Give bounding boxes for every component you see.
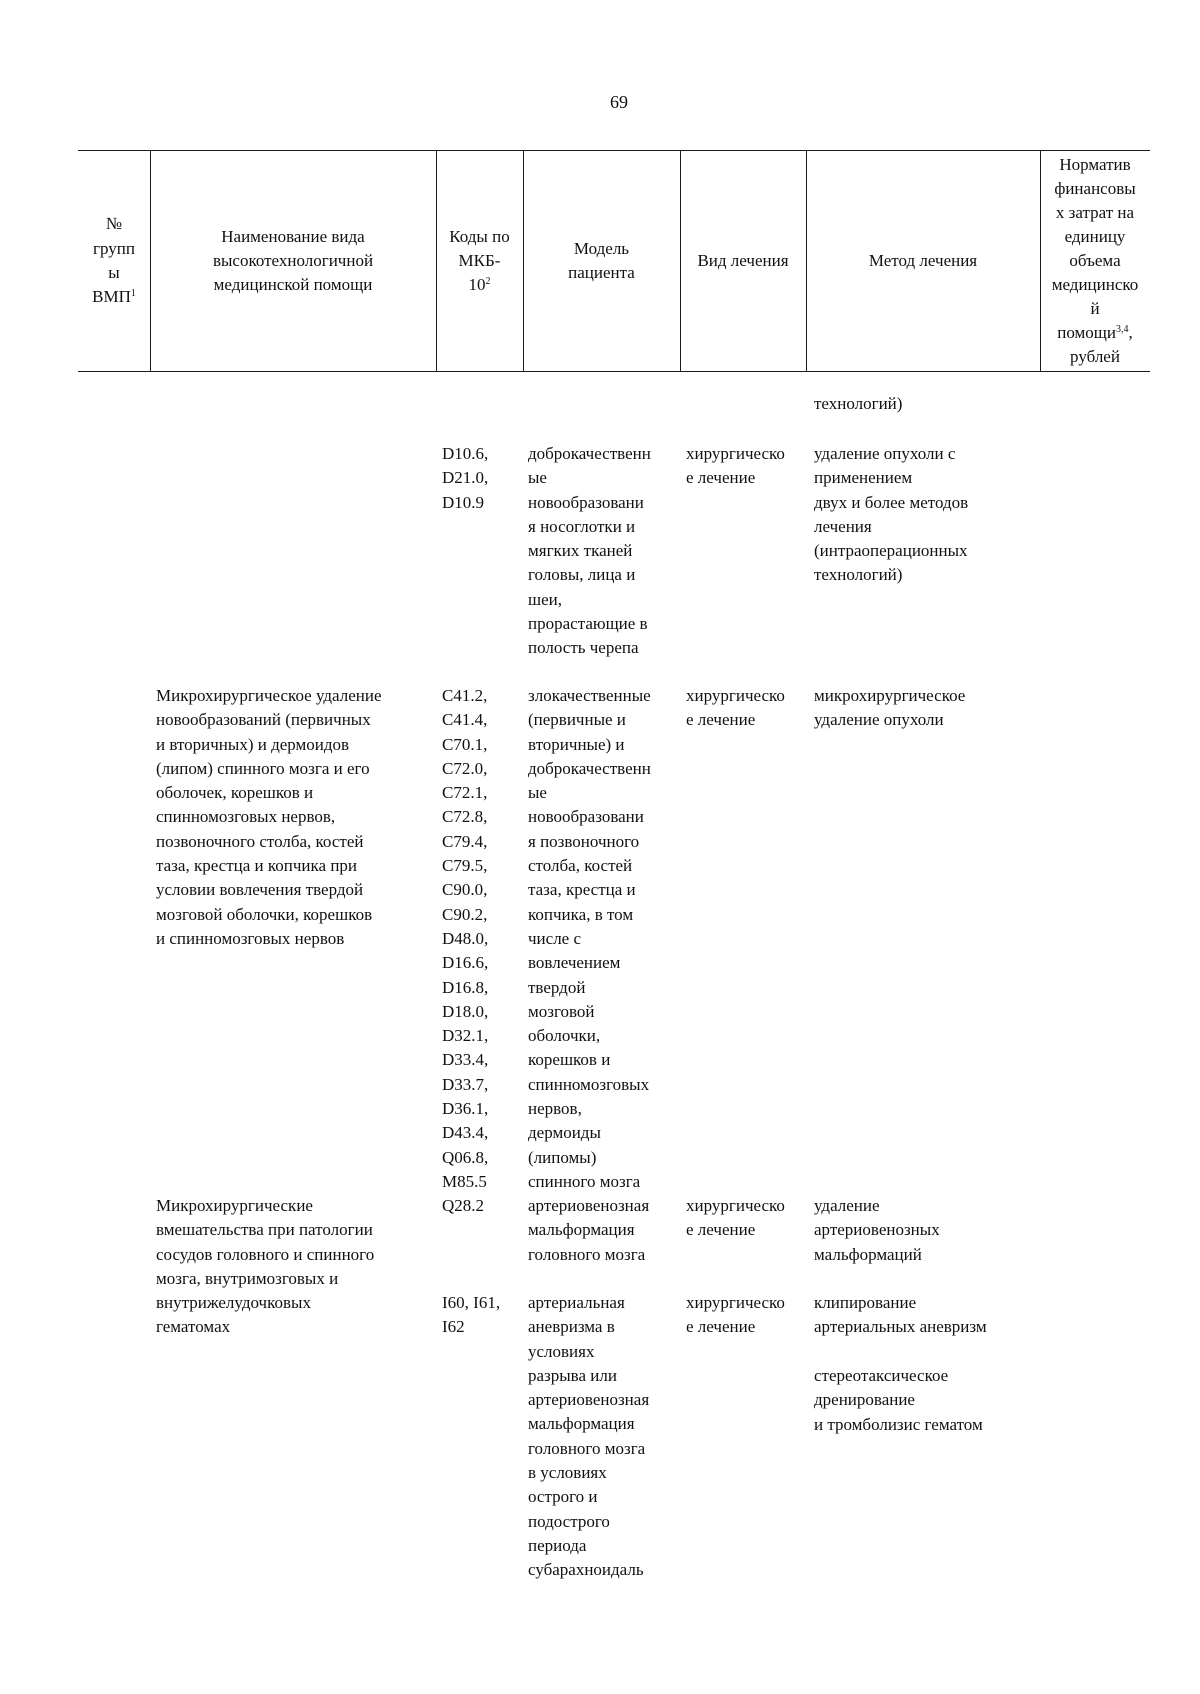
row0-method: технологий) [814, 394, 903, 413]
row1-method: удаление опухоли с применением двух и более методов лечения (интраоперационных технологий) [814, 444, 969, 585]
row2-method: микрохирургическое удаление опухоли [814, 686, 966, 730]
row2-name: Микрохирургическое удаление новообразований (первичных и вторичных) и дермоидов (липом) спинного мозга и его оболочек, корешков и спинномозговых нервов, позвоночного столба, костей таза, крестца и копчика при условии вовлечения твердой мозговой оболочки, корешков и спинномозговых нервов [156, 686, 382, 948]
header-treatment-method: Метод лечения [868, 250, 978, 270]
header-treatment-type: Вид лечения [697, 250, 789, 270]
row3-method: удаление артериовенозных мальформаций [814, 1196, 940, 1264]
row1-codes: D10.6, D21.0, D10.9 [442, 444, 489, 512]
row2-model: злокачественные (первичные и вторичные) и доброкачественн ые новообразовани я позвоночного столба, костей таза, крестца и копчика, в том числе с вовлечением твердой мозговой оболочки, корешков и спинномозговых нервов, дермоиды (липомы) спинного мозга [528, 686, 651, 1191]
row4-model: артериальная аневризма в условиях разрыва или артериовенозная мальформация головного мозга в условиях острого и подострого периода субарахноидаль [528, 1293, 650, 1580]
header-group-number: № групп ы ВМП$^1$ [92, 214, 136, 307]
row2-treatment: хирургическо е лечение [686, 686, 785, 730]
row4-method: клипирование артериальных аневризм [814, 1293, 987, 1337]
row4-treatment: хирургическо е лечение [686, 1293, 785, 1337]
page-number: 69 [610, 92, 628, 112]
header-care-type-name: Наименование вида высокотехнологичной медицинской помощи [212, 226, 374, 295]
row3-name: Микрохирургические вмешательства при патологии сосудов головного и спинного мозга, внутримозговых и внутрижелудочковых гематомах [156, 1196, 375, 1337]
row2-codes: C41.2, C41.4, C70.1, C72.0, C72.1, C72.8, C79.4, C79.5, C90.0, C90.2, D48.0, D16.6, D16.8, D18.0, D32.1, D33.4, D33.7, D36.1, D43.4, Q06.8, M85.5 [442, 686, 489, 1191]
row4-method-alt: стереотаксическое дренирование и тромболизис гематом [814, 1366, 983, 1434]
row3-treatment: хирургическо е лечение [686, 1196, 785, 1240]
row4-codes: I60, I61, I62 [442, 1293, 501, 1337]
table-header [78, 150, 1150, 372]
header-icd-codes: Коды по МКБ- $10^2$ [449, 226, 510, 295]
header-patient-model: Модель пациента [568, 238, 635, 282]
row3-codes: Q28.2 [442, 1196, 485, 1215]
header-financial-norm: Норматив финансовы х затрат на единицу объема медицинско й помощи$^{3,4}$, рублей [1051, 155, 1139, 366]
row1-model: доброкачественн ые новообразовани я носоглотки и мягких тканей головы, лица и шеи, прорастающие в полость черепа [528, 444, 651, 658]
row3-model: артериовенозная мальформация головного мозга [528, 1196, 650, 1264]
row1-treatment: хирургическо е лечение [686, 444, 785, 488]
